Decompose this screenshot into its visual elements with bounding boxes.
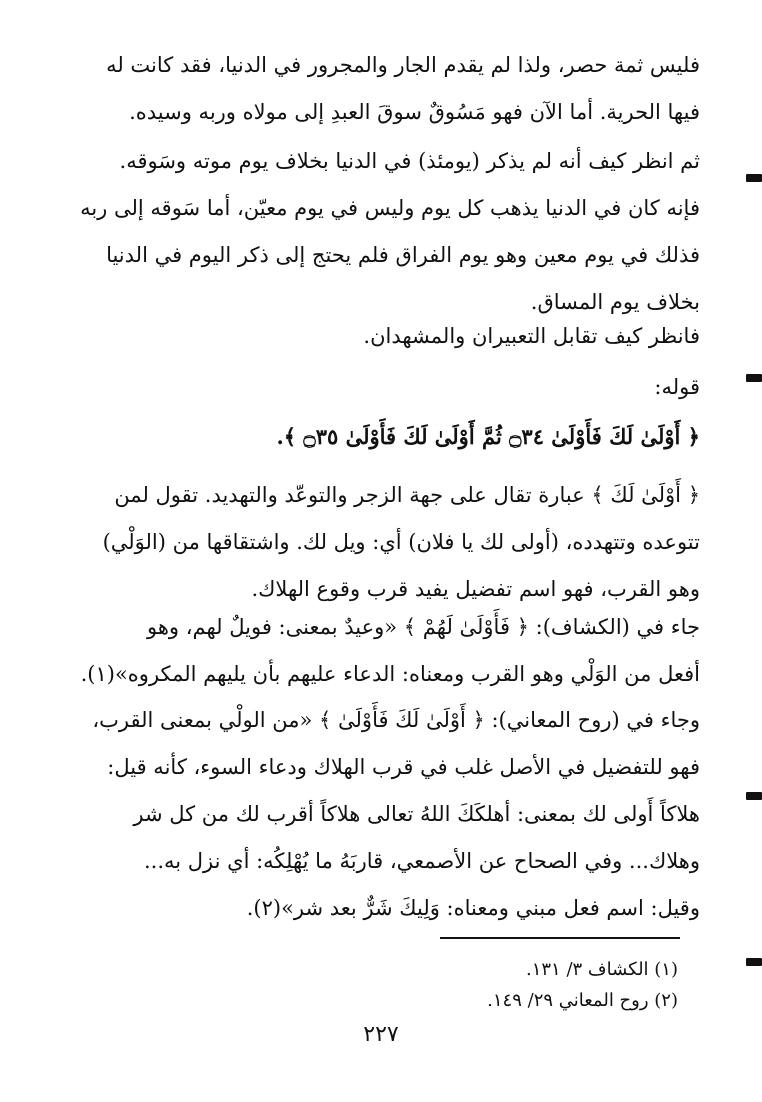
text-line: تتوعده وتتهدده، (أولى لك يا فلان) أي: ويل لك. واشتقاقها من (الوَلْي) bbox=[102, 530, 700, 554]
paragraph-2 bbox=[70, 138, 700, 326]
text-line: فهو للتفضيل في الأصل غلب في قرب الهلاك ودعاء السوء، كأنه قيل: bbox=[107, 755, 700, 779]
paragraph-3 bbox=[70, 313, 700, 360]
margin-mark bbox=[746, 174, 762, 182]
text-line: وقيل: اسم فعل مبني ومعناه: وَلِيكَ شَرٌّ بعد شر»(٢). bbox=[246, 896, 700, 920]
text-line: ثم انظر كيف أنه لم يذكر (يومئذ) في الدنيا بخلاف يوم موته وسَوقه. bbox=[119, 149, 700, 173]
text-line: وهو القرب، فهو اسم تفضيل يفيد قرب وقوع الهلاك. bbox=[251, 577, 700, 601]
text-line: فيها الحرية. أما الآن فهو مَسُوقٌ سوقَ العبدِ إلى مولاه وربه وسيده. bbox=[129, 100, 700, 124]
paragraph-7 bbox=[70, 697, 700, 932]
paragraph-6 bbox=[70, 604, 700, 698]
quran-verse bbox=[70, 413, 700, 460]
margin-mark bbox=[746, 958, 762, 966]
paragraph-5 bbox=[70, 472, 700, 613]
verse-line: ﴿ أَوْلَىٰ لَكَ فَأَوْلَىٰ ۝٣٤ ثُمَّ أَوْلَىٰ لَكَ فَأَوْلَىٰ ۝٣٥ ﴾. bbox=[276, 424, 700, 449]
footnote-2: (٢) روح المعاني ٢٩/ ١٤٩. bbox=[487, 990, 678, 1011]
text-line: أفعل من الوَلْي وهو القرب ومعناه: الدعاء عليهم بأن يليهم المكروه»(١). bbox=[80, 662, 700, 686]
text-line: فانظر كيف تقابل التعبيران والمشهدان. bbox=[363, 324, 700, 348]
paragraph-1 bbox=[70, 42, 700, 136]
margin-mark bbox=[746, 374, 762, 382]
text-line: جاء في (الكشاف): ﴿ فَأَوْلَىٰ لَهُمْ ﴾ «وعيدٌ بمعنى: فويلٌ لهم، وهو bbox=[146, 615, 700, 639]
text-line: بخلاف يوم المساق. bbox=[530, 290, 700, 314]
text-line: قوله: bbox=[654, 375, 700, 399]
text-line: هلاكاً أَولى لك بمعنى: أهلكَكَ اللهُ تعالى هلاكاً أقرب لك من كل شر bbox=[133, 802, 700, 826]
paragraph-4 bbox=[70, 364, 700, 411]
text-line: وهلاك... وفي الصحاح عن الأصمعي، قاربَهُ ما يُهْلِكُه: أي نزل به... bbox=[143, 849, 700, 873]
text-line: وجاء في (روح المعاني): ﴿ أَوْلَىٰ لَكَ فَأَوْلَىٰ ﴾ «من الولْي بمعنى القرب، bbox=[92, 708, 700, 732]
footnote-divider bbox=[440, 937, 680, 939]
footnote-1: (١) الكشاف ٣/ ١٣١. bbox=[525, 959, 678, 980]
text-line: ﴿ أَوْلَىٰ لَكَ ﴾ عبارة تقال على جهة الزجر والتوعّد والتهديد. تقول لمن bbox=[114, 483, 700, 507]
text-line: فذلك في يوم معين وهو يوم الفراق فلم يحتج إلى ذكر اليوم في الدنيا bbox=[106, 243, 700, 267]
text-line: فإنه كان في الدنيا يذهب كل يوم وليس في يوم معيّن، أما سَوقه إلى ربه bbox=[80, 196, 700, 220]
margin-mark bbox=[746, 792, 762, 800]
page-number: ٢٢٧ bbox=[363, 1022, 399, 1047]
text-line: فليس ثمة حصر، ولذا لم يقدم الجار والمجرور في الدنيا، فقد كانت له bbox=[106, 53, 700, 77]
